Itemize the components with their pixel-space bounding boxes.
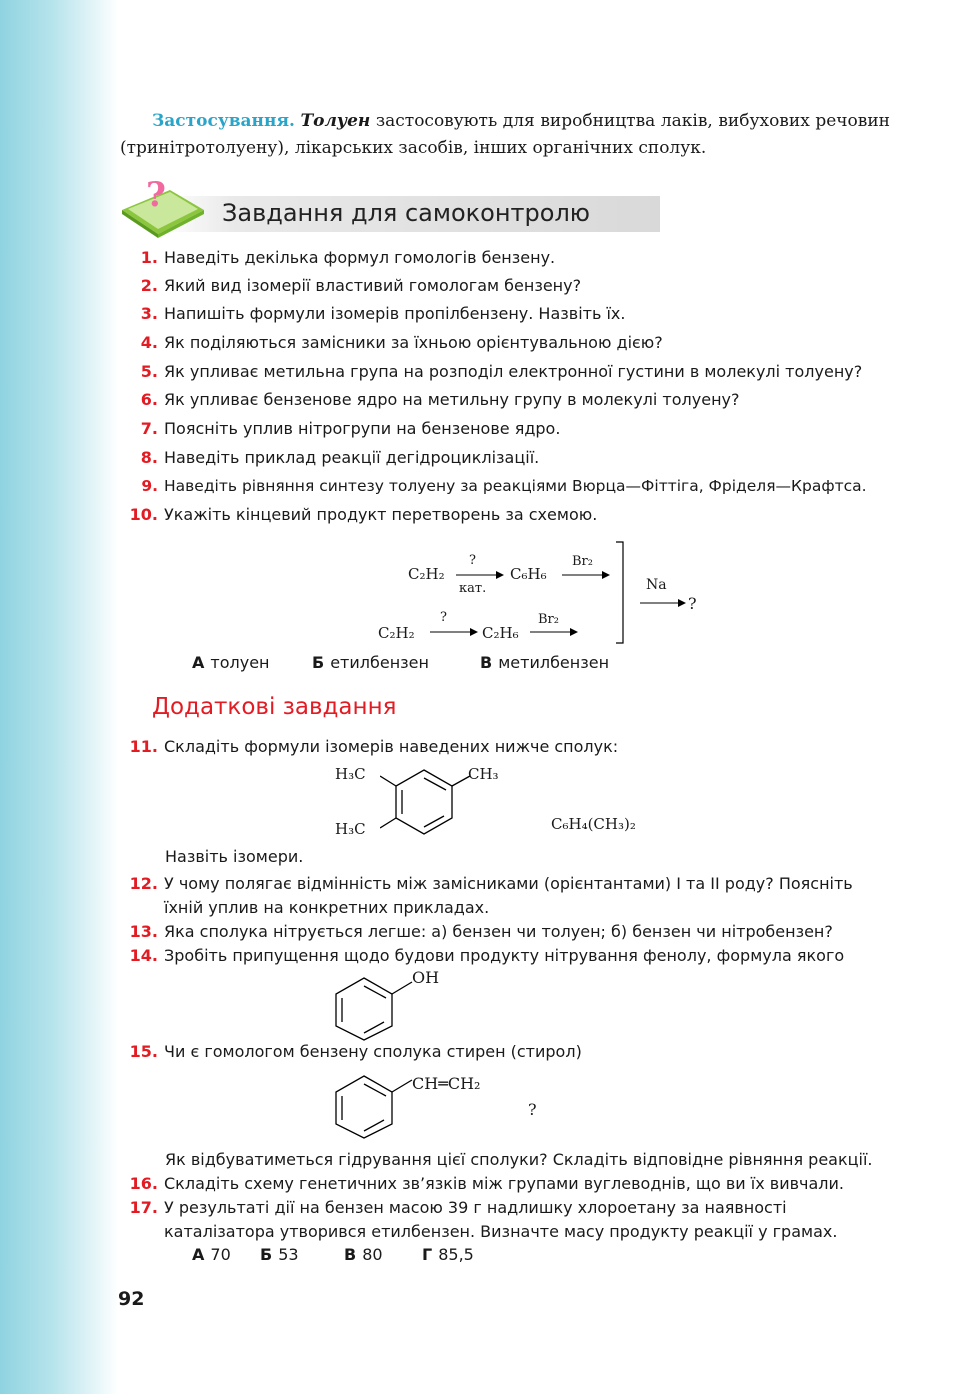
task-text: Укажіть кінцевий продукт перетворень за схемою. [164,505,598,524]
task11-after: Назвіть ізомери. [165,847,304,866]
xylene-top-left: H₃C [335,765,366,783]
task-number: 14. [129,946,158,965]
xylene-formula: C₆H₄(CH₃)₂ [551,815,636,833]
task-item [118,274,898,298]
option-a: А толуен [192,653,270,672]
arrow-icon [430,627,478,637]
page-edge-strip [0,0,118,1394]
scheme-bracket [614,541,626,645]
task-item [118,1196,898,1244]
task-item [118,474,898,498]
arrow-icon [562,570,610,580]
scheme-row2-question: ? [440,610,447,625]
task-number: 15. [129,1042,158,1061]
task-number: 3. [140,304,158,323]
styrene-group: CH═CH₂ [412,1074,481,1093]
task-item [118,388,898,412]
task-number: 12. [129,874,158,893]
task-number: 16. [129,1174,158,1193]
task-number: 4. [140,333,158,352]
svg-text:?: ? [146,176,166,215]
task-text: Як упливає метильна група на розподіл електронної густини в молекулі толуену? [164,362,863,381]
task-number: 9. [141,477,158,495]
task-text: Як поділяються замісники за їхньою орієнтувальною дією? [164,333,663,352]
scheme-result: ? [688,594,697,613]
scheme-row1-mid: C₆H₆ [510,565,547,583]
scheme-catalyst: кат. [459,581,487,596]
task-text: Поясніть уплив нітрогрупи на бензенове ядро. [164,419,561,438]
task-number: 11. [129,737,158,756]
task-text: Наведіть декілька формул гомологів бензену. [164,248,556,267]
scheme-row1-reagent: Br₂ [572,554,593,569]
task-text: Зробіть припущення щодо будови продукту нітрування фенолу, формула якого [164,946,845,965]
task-number: 10. [129,505,158,524]
book-question-icon [118,176,208,238]
task-text: Яка сполука нітрується легше: а) бензен чи толуен; б) бензен чи нітробензен? [164,922,833,941]
task-item [118,503,898,527]
additional-title: Додаткові завдання [152,694,397,720]
task-item [118,1172,898,1196]
task-item [118,446,898,470]
task15-after: Як відбуватиметься гідрування цієї сполуки? Складіть відповідне рівняння реакції. [165,1150,873,1169]
scheme-row2-start: C₂H₂ [378,624,415,642]
task-number: 2. [140,276,158,295]
self-control-title: Завдання для самоконтролю [222,199,590,227]
arrow-icon [640,598,686,608]
task-text: Який вид ізомерії властивий гомологам бензену? [164,276,582,295]
scheme-row2-reagent: Br₂ [538,612,559,627]
task-item [118,735,898,759]
task-item [118,417,898,441]
styrene-question: ? [528,1100,537,1119]
task-text: Наведіть приклад реакції дегідроциклізації. [164,448,540,467]
xylene-top-right: CH₃ [468,765,499,783]
task-text: Як упливає бензенове ядро на метильну групу в молекулі толуену? [164,390,740,409]
xylene-bottom-left: H₃C [335,820,366,838]
task-item [118,920,898,944]
task-number: 13. [129,922,158,941]
scheme-row1-question: ? [469,553,476,568]
task-item [118,360,898,384]
task-number: 7. [140,419,158,438]
option-b: Б етилбензен [312,653,429,672]
intro-term: Толуен [300,111,371,131]
task-number: 17. [129,1198,158,1217]
task-text: Напишіть формули ізомерів пропілбензену. Назвіть їх. [164,304,626,323]
option-a: А 70 [192,1245,231,1264]
scheme-row1-start: C₂H₂ [408,565,445,583]
task-number: 8. [140,448,158,467]
scheme-na: Na [646,577,667,593]
arrow-icon [530,627,578,637]
task-text: Складіть схему генетичних зв’язків між групами вуглеводнів, що ви їх вивчали. [164,1174,844,1193]
option-d: Г 85,5 [422,1245,474,1264]
task-number: 5. [140,362,158,381]
option-c: В метилбензен [480,653,610,672]
scheme-row2-mid: C₂H₆ [482,624,519,642]
task-text: У чому полягає відмінність між замісниками (орієнтантами) І та ІІ роду? Поясніть їхній уплив на конкретних прикладах. [164,874,853,917]
intro-lead: Застосування. [152,111,295,131]
task-text: Чи є гомологом бензену сполука стирен (стирол) [164,1042,582,1061]
task-item [118,331,898,355]
page-number: 92 [118,1288,145,1310]
option-b: Б 53 [260,1245,299,1264]
phenol-group: OH [412,968,440,987]
intro-paragraph [120,108,890,162]
task-item [118,944,898,968]
task-text: Складіть формули ізомерів наведених нижче сполук: [164,737,619,756]
task-item [118,302,898,326]
arrow-icon [456,570,504,580]
xylene-structure [380,764,480,844]
task-number: 1. [140,248,158,267]
task-item [118,872,898,920]
option-c: В 80 [344,1245,383,1264]
task-item [118,1040,898,1064]
task-number: 6. [140,390,158,409]
task-text: У результаті дії на бензен масою 39 г надлишку хлороетану за наявності каталізатора утворився етилбензен. Визначте масу продукту реакції у грамах. [164,1198,838,1241]
intro-text: застосовують для виробництва лаків, вибухових речовин (тринітротолуену), лікарських засобів, інших органічних сполук. [120,111,890,158]
task-item [118,246,898,270]
task-text: Наведіть рівняння синтезу толуену за реакціями Вюрца—Фіттіга, Фріделя—Крафтса. [164,477,867,495]
